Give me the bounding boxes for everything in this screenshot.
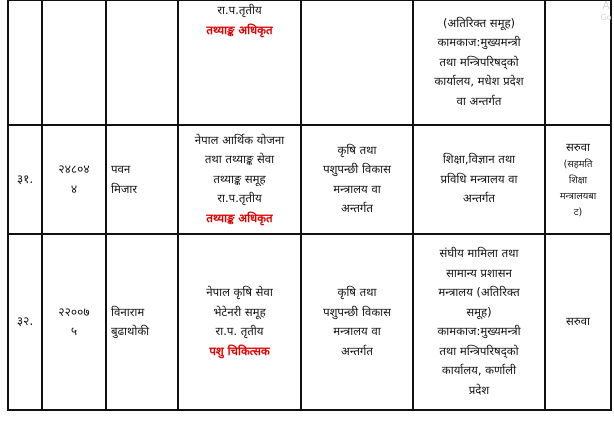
office-line: संघीय मामिला तथा bbox=[439, 246, 519, 260]
table-row bbox=[8, 234, 611, 410]
ministry-line: पशुपन्छी विकास bbox=[323, 162, 391, 176]
serial-cell: ३२. bbox=[8, 234, 42, 410]
ministry-line: मन्त्रालय वा bbox=[333, 181, 381, 196]
table-row bbox=[8, 0, 611, 125]
service-line: तथ्याङ्क समूह bbox=[213, 171, 266, 186]
ministry-cell bbox=[301, 0, 413, 125]
remark-cell bbox=[545, 234, 611, 410]
office-line: वा अन्तर्गत bbox=[456, 93, 502, 108]
office-line: तथा मन्त्रिपरिषद्को bbox=[439, 54, 519, 69]
post-title: तथ्याङ्क अधिकृत bbox=[206, 22, 273, 37]
post-title: पशु चिकित्सक bbox=[209, 343, 270, 358]
ministry-line: अन्तर्गत bbox=[341, 343, 373, 358]
name-cell: पवन मिजार bbox=[106, 125, 178, 234]
office-cell bbox=[413, 234, 545, 410]
ministry-line: मन्त्रालय वा bbox=[333, 324, 381, 338]
office-line: कार्यालय, कर्णाली bbox=[441, 363, 517, 377]
service-line: रा.प. तृतीय bbox=[215, 324, 264, 338]
transfer-table bbox=[7, 0, 612, 411]
table-row bbox=[8, 125, 611, 234]
office-line: शिक्षा,विज्ञान तथा bbox=[442, 152, 516, 167]
name-cell: विनाराम बुढाथोकी bbox=[106, 234, 178, 410]
office-line: कामकाज:मुख्यमन्त्री bbox=[437, 35, 521, 50]
office-line: कार्यालय, मधेश प्रदेश bbox=[434, 74, 524, 89]
serial-cell: ३१. bbox=[8, 125, 42, 234]
service-post-cell bbox=[178, 0, 301, 125]
watermark-text: A Go bbox=[600, 0, 612, 22]
remark-line: (सहमति bbox=[563, 159, 593, 171]
service-line: नेपाल कृषि सेवा bbox=[206, 285, 273, 299]
office-line: (अतिरिक्त समूह) bbox=[442, 15, 516, 30]
code-cell: २४८०४ ४ bbox=[42, 125, 106, 234]
ministry-line: कृषि तथा bbox=[337, 285, 377, 299]
office-cell bbox=[413, 125, 545, 234]
office-line: कामकाज:मुख्यमन्त्री bbox=[437, 324, 521, 338]
code-cell bbox=[42, 0, 106, 125]
office-line: प्रदेश bbox=[468, 382, 490, 397]
ministry-cell bbox=[301, 125, 413, 234]
office-line: सामान्य प्रशासन bbox=[446, 265, 512, 280]
office-cell bbox=[413, 0, 545, 125]
ministry-line: पशुपन्छी विकास bbox=[323, 304, 391, 319]
post-title: तथ्याङ्क अधिकृत bbox=[206, 210, 273, 225]
ministry-line: कृषि तथा bbox=[337, 142, 377, 157]
remark-line: मन्त्रालयबा bbox=[559, 191, 597, 203]
office-line: मन्त्रालय (अतिरिक्त bbox=[438, 285, 520, 299]
service-line: भेटेनरी समूह bbox=[213, 304, 266, 319]
office-line: अन्तर्गत bbox=[463, 191, 495, 206]
remark-line: सरुवा bbox=[565, 314, 591, 329]
remark-line: सरुवा bbox=[565, 139, 591, 154]
office-line: समूह) bbox=[466, 304, 492, 319]
ministry-line: अन्तर्गत bbox=[341, 201, 373, 215]
remark-cell bbox=[545, 125, 611, 234]
service-post-cell bbox=[178, 234, 301, 410]
name-cell bbox=[106, 0, 178, 125]
remark-line: शिक्षा bbox=[568, 175, 588, 187]
office-line: प्रविधि मन्त्रालय वा bbox=[440, 171, 518, 186]
service-line: तथा तथ्याङ्क सेवा bbox=[204, 152, 275, 167]
serial-cell bbox=[8, 0, 42, 125]
office-line: तथा मन्त्रिपरिषद्को bbox=[439, 343, 519, 358]
service-line: रा.प.तृतीय bbox=[217, 191, 262, 206]
ministry-cell bbox=[301, 234, 413, 410]
remark-line: ट) bbox=[573, 207, 583, 219]
service-line: रा.प.तृतीय bbox=[217, 3, 262, 17]
service-post-cell bbox=[178, 125, 301, 234]
service-line: नेपाल आर्थिक योजना bbox=[194, 132, 285, 147]
code-cell: २२००७ ५ bbox=[42, 234, 106, 410]
